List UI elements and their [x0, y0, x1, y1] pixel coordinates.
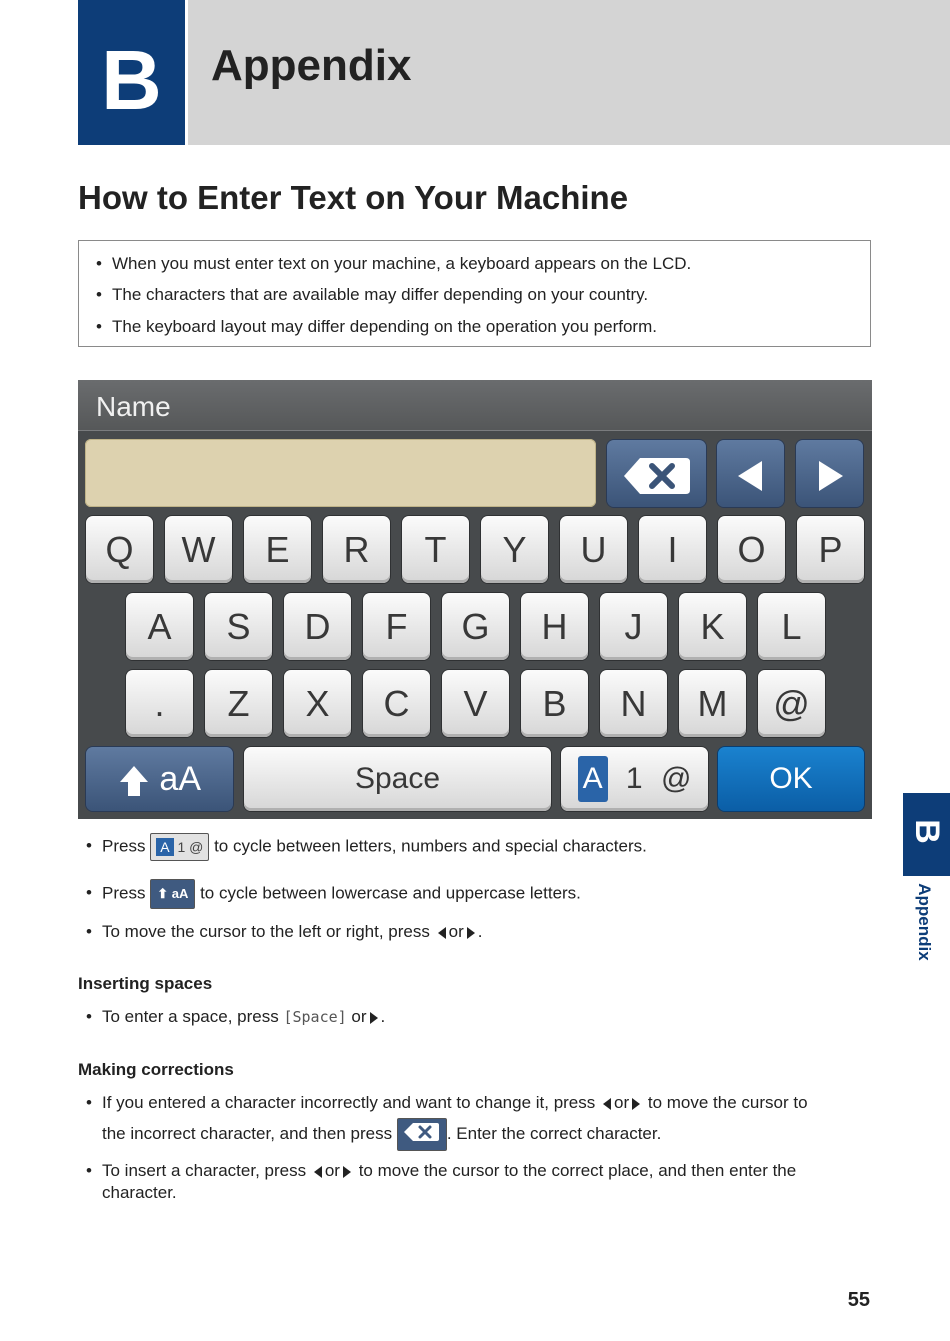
period-text: .: [380, 1007, 386, 1026]
key-q[interactable]: Q: [86, 516, 153, 583]
corrections-text: To insert a character, press: [102, 1161, 307, 1180]
key-c[interactable]: C: [363, 670, 430, 737]
corrections-text: the incorrect character, and then press: [102, 1123, 393, 1143]
corrections-item-2-line-1: • To insert a character, press or to move the cursor to the correct place, and then enter the: [86, 1161, 797, 1180]
key-e[interactable]: E: [244, 516, 311, 583]
key-k[interactable]: K: [679, 593, 746, 660]
instruction-case: • Press ⬆ aA to cycle between lowercase and uppercase letters.: [86, 879, 581, 909]
left-arrow-icon: [438, 927, 446, 939]
mode-label-letters: A: [578, 756, 608, 802]
mode-label-symbols: @: [660, 762, 692, 795]
space-code: [Space]: [283, 1008, 347, 1026]
corrections-text: to move the cursor to the correct place, and then enter the: [358, 1161, 797, 1180]
key-x[interactable]: X: [284, 670, 351, 737]
note-item: • The characters that are available may differ depending on your country.: [96, 285, 649, 304]
text-input-field[interactable]: [85, 439, 596, 507]
arrow-right-icon: [815, 459, 845, 493]
key-t[interactable]: T: [402, 516, 469, 583]
corrections-item-2-line-2: character.: [102, 1183, 177, 1202]
key-d[interactable]: D: [284, 593, 351, 660]
inline-mode-letter: A: [156, 838, 173, 856]
move-cursor-text: To move the cursor to the left or right, press: [102, 922, 430, 941]
corrections-text: If you entered a character incorrectly and want to change it, press: [102, 1093, 596, 1112]
right-arrow-icon: [370, 1012, 378, 1024]
chapter-letter: B: [101, 33, 162, 127]
right-arrow-icon: [632, 1098, 640, 1110]
cycle-modes-text: to cycle between letters, numbers and special characters.: [214, 836, 647, 856]
key-j[interactable]: J: [600, 593, 667, 660]
note-box: [78, 240, 871, 347]
cycle-case-text: to cycle between lowercase and uppercase letters.: [200, 883, 581, 903]
note-text: When you must enter text on your machine, a keyboard appears on the LCD.: [112, 254, 692, 273]
inline-shift-label: aA: [171, 886, 189, 901]
key-z[interactable]: Z: [205, 670, 272, 737]
lcd-keyboard-screen: [78, 380, 872, 819]
key-a[interactable]: A: [126, 593, 193, 660]
key-period[interactable]: .: [126, 670, 193, 737]
inline-mode-button-icon: [150, 833, 209, 861]
making-corrections-heading: Making corrections: [78, 1060, 234, 1079]
arrow-left-icon: [736, 459, 766, 493]
mode-toggle-button[interactable]: [561, 747, 708, 811]
shift-label: aA: [159, 760, 202, 798]
or-text: or: [351, 1007, 367, 1026]
corrections-item-1-line-2: [102, 1118, 661, 1151]
note-item: • When you must enter text on your machine, a keyboard appears on the LCD.: [96, 254, 692, 273]
space-text: To enter a space, press: [102, 1007, 279, 1026]
key-m[interactable]: M: [679, 670, 746, 737]
key-i[interactable]: I: [639, 516, 706, 583]
left-arrow-icon: [314, 1166, 322, 1178]
ok-button[interactable]: OK: [718, 747, 864, 811]
instruction-cursor: • To move the cursor to the left or right, press or .: [86, 922, 483, 941]
inline-mode-symbol: @: [189, 839, 204, 855]
side-tab-label: Appendix: [915, 883, 934, 961]
key-f[interactable]: F: [363, 593, 430, 660]
corrections-text: to move the cursor to: [647, 1093, 808, 1112]
space-button[interactable]: Space: [244, 747, 551, 811]
side-tab-letter: B: [908, 819, 946, 844]
backspace-button[interactable]: [607, 440, 706, 507]
key-u[interactable]: U: [560, 516, 627, 583]
instruction-mode: • Press A 1 @ to cycle between letters, numbers and special characters.: [86, 833, 647, 861]
note-text: The characters that are available may differ depending on your country.: [112, 285, 649, 304]
section-title: How to Enter Text on Your Machine: [78, 179, 629, 216]
period-text: .: [477, 922, 483, 941]
press-text: Press: [102, 883, 146, 903]
backspace-icon: [622, 454, 692, 498]
cursor-left-button[interactable]: [717, 440, 784, 507]
key-y[interactable]: Y: [481, 516, 548, 583]
page-number: 55: [847, 1289, 870, 1311]
mode-label-numbers: 1: [625, 762, 643, 795]
lcd-title: Name: [96, 391, 171, 422]
or-text: or: [614, 1093, 630, 1112]
key-r[interactable]: R: [323, 516, 390, 583]
inline-shift-button-icon: ⬆ aA: [150, 879, 195, 909]
key-h[interactable]: H: [521, 593, 588, 660]
key-s[interactable]: S: [205, 593, 272, 660]
corrections-item-1-line-1: • If you entered a character incorrectly and want to change it, press or to move the cursor to: [86, 1093, 808, 1112]
inserting-spaces-heading: Inserting spaces: [78, 974, 213, 993]
key-p[interactable]: P: [797, 516, 864, 583]
key-o[interactable]: O: [718, 516, 785, 583]
right-arrow-icon: [467, 927, 475, 939]
inserting-spaces-item: • To enter a space, press [Space] or .: [86, 1007, 386, 1026]
key-w[interactable]: W: [165, 516, 232, 583]
note-text: The keyboard layout may differ depending on the operation you perform.: [112, 317, 657, 336]
note-item: • The keyboard layout may differ depending on the operation you perform.: [96, 317, 657, 336]
inline-mode-number: 1: [177, 839, 186, 855]
key-b[interactable]: B: [521, 670, 588, 737]
key-at[interactable]: @: [758, 670, 825, 737]
shift-case-button[interactable]: [86, 747, 233, 811]
key-l[interactable]: L: [758, 593, 825, 660]
corrections-text: . Enter the correct character.: [446, 1123, 662, 1143]
right-arrow-icon: [343, 1166, 351, 1178]
left-arrow-icon: [603, 1098, 611, 1110]
or-text: or: [324, 1161, 340, 1180]
shift-arrow-icon: [118, 764, 150, 798]
lcd-title-bar: [78, 380, 872, 431]
chapter-title: Appendix: [211, 41, 412, 90]
key-v[interactable]: V: [442, 670, 509, 737]
cursor-right-button[interactable]: [796, 440, 863, 507]
press-text: Press: [102, 836, 146, 856]
inline-backspace-icon: [397, 1118, 447, 1151]
key-g[interactable]: G: [442, 593, 509, 660]
or-text: or: [448, 922, 464, 941]
key-n[interactable]: N: [600, 670, 667, 737]
